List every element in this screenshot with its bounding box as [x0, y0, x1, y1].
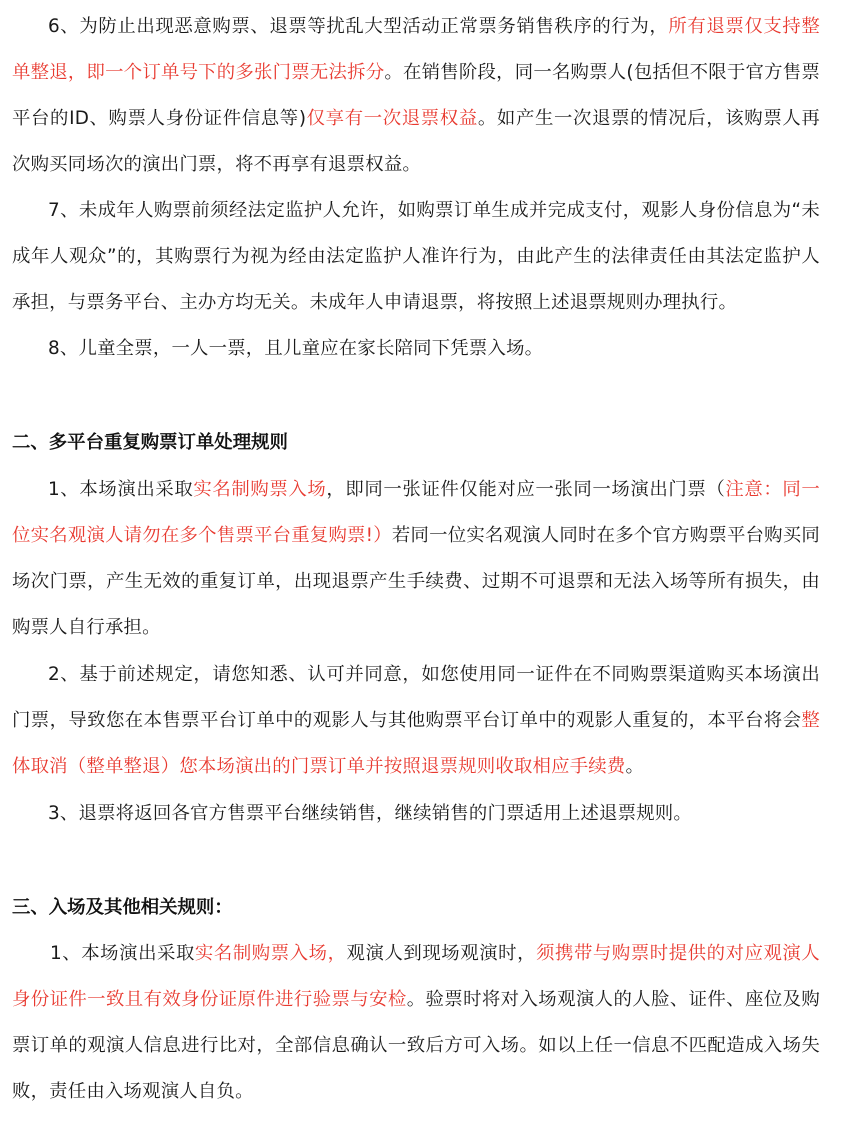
p6-text-c: 。在销售阶段，同一名购票人(包括但不限于官方售票平台的ID、购票人身份证件信息等): [12, 62, 820, 129]
section-2-paragraph-3: 3、退票将返回各官方售票平台继续销售，继续销售的门票适用上述退票规则。: [48, 803, 692, 824]
section-3-title: 三、入场及其他相关规则：: [12, 897, 233, 918]
section-2-paragraph-1: [12, 467, 820, 651]
paragraph-7: 7、未成年人购票前须经法定监护人允许，如购票订单生成并完成支付，观影人身份信息为“未成年人观众”的，其购票行为视为经由法定监护人准许行为，由此产生的法律责任由其法定监护人承担，与票务平台、主办方均无关。未成年人申请退票，将按照上述退票规则办理执行。: [12, 200, 820, 313]
section-2-paragraph-2: [12, 652, 820, 790]
s3p1-text-e: 。验票时将对入场观演人的人脸、证件、座位及购票订单的观演人信息进行比对，全部信息确认一致后方可入场。如以上任一信息不匹配造成入场失败，责任由入场观演人自负。: [12, 989, 820, 1102]
p6-text-e: 。如产生一次退票的情况后，该购票人再次购买同场次的演出门票，将不再享有退票权益。: [12, 108, 820, 175]
section-3-paragraph-1: [12, 931, 820, 1115]
p6-text-a: 6、为防止出现恶意购票、退票等扰乱大型活动正常票务销售秩序的行为，: [48, 16, 669, 37]
s2p1-text-c: ，即同一张证件仅能对应一张同一场演出门票（: [326, 479, 726, 500]
s3p1-highlight-real-name: 实名制购票入场，: [194, 943, 347, 964]
s2p1-highlight-real-name: 实名制购票入场: [193, 479, 327, 500]
s2p2-text-c: 。: [625, 756, 645, 777]
s2p2-text-a: 2、基于前述规定，请您知悉、认可并同意，如您使用同一证件在不同购票渠道购买本场演出门票，导致您在本售票平台订单中的观影人与其他购票平台订单中的观影人重复的，本平台将会: [12, 664, 820, 731]
s2p1-highlight-notice: 注意：同一位实名观演人请勿在多个售票平台重复购票!）: [12, 479, 820, 546]
paragraph-6: [12, 4, 820, 188]
s2p1-text-e: 若同一位实名观演人同时在多个官方购票平台购买同场次门票，产生无效的重复订单，出现退票产生手续费、过期不可退票和无法入场等所有损失，由购票人自行承担。: [12, 525, 820, 638]
s3p1-highlight-id-requirement: 须携带与购票时提供的对应观演人身份证件一致且有效身份证原件进行验票与安检: [12, 943, 820, 1010]
paragraph-8: 8、儿童全票，一人一票，且儿童应在家长陪同下凭票入场。: [48, 338, 544, 359]
p6-highlight-whole-order-refund: 所有退票仅支持整单整退，即一个订单号下的多张门票无法拆分: [12, 16, 820, 83]
p6-highlight-one-refund-right: 仅享有一次退票权益: [306, 108, 478, 129]
s3p1-text-a: 1、本场演出采取: [50, 943, 195, 964]
s3p1-text-c: 观演人到现场观演时，: [346, 943, 537, 964]
s2p1-text-a: 1、本场演出采取: [48, 479, 194, 500]
s2p2-highlight-cancel-order: 整体取消（整单整退）您本场演出的门票订单并按照退票规则收取相应手续费: [12, 710, 820, 777]
section-2-title: 二、多平台重复购票订单处理规则: [12, 432, 288, 453]
